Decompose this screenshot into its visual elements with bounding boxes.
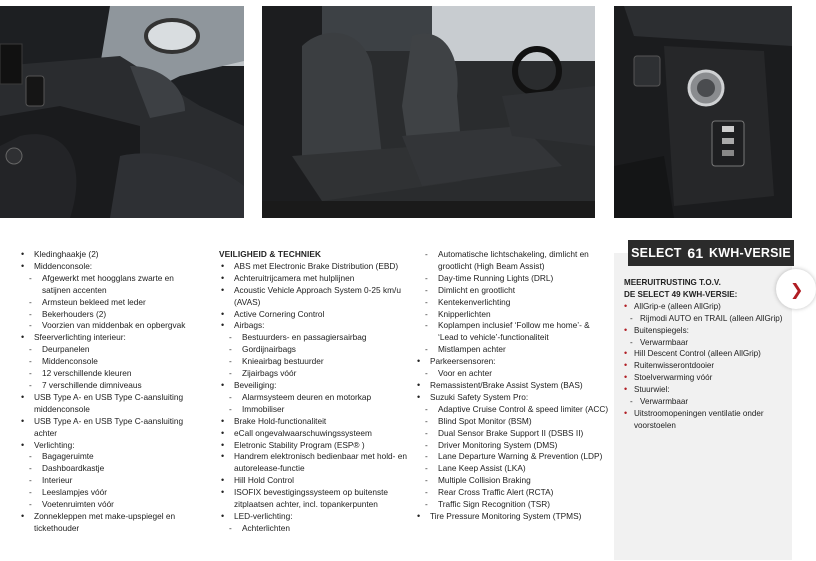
list-item: • Zonnekleppen met make-upspiegel en tickethouder xyxy=(19,511,204,535)
next-page-button[interactable] xyxy=(776,269,816,309)
list-item: • Tire Pressure Monitoring System (TPMS) xyxy=(415,511,610,523)
sub-list-item: - Verwarmbaar xyxy=(624,337,792,349)
list-item: • ISOFIX bevestigingssysteem op buitenste zitplaatsen achter, incl. topankerpunten xyxy=(219,487,409,511)
list-item: • Beveiliging: xyxy=(219,380,409,392)
sub-list-item: - Verwarmbaar xyxy=(624,396,792,408)
sub-list-item: - Alarmsysteem deuren en motorkap xyxy=(219,392,409,404)
sub-list-item: - Bekerhouders (2) xyxy=(19,309,204,321)
center-console-photo xyxy=(614,6,792,218)
extra-equipment-subheading: DE SELECT 49 KWH-VERSIE: xyxy=(624,289,738,299)
sub-list-item: - Dimlicht en grootlicht xyxy=(415,285,610,297)
sub-list-item: - Kentekenverlichting xyxy=(415,297,610,309)
list-item: • Suzuki Safety System Pro: xyxy=(415,392,610,404)
sub-list-item: - Interieur xyxy=(19,475,204,487)
section-heading: VEILIGHEID & TECHNIEK xyxy=(219,249,322,259)
sub-list-item: - Gordijnairbags xyxy=(219,344,409,356)
sub-list-item: - Driver Monitoring System (DMS) xyxy=(415,440,610,452)
sub-list-item: - Automatische lichtschakeling, dimlicht en grootlicht (High Beam Assist) xyxy=(415,249,610,273)
sub-list-item: - Traffic Sign Recognition (TSR) xyxy=(415,499,610,511)
banner-version: KWH-VERSIE xyxy=(709,246,791,260)
sub-list-item: - Adaptive Cruise Control & speed limiter (ACC) xyxy=(415,404,610,416)
sub-list-item: - Bagageruimte xyxy=(19,451,204,463)
list-item: • Stoelverwarming vóór xyxy=(624,372,792,384)
sub-list-item: - Afgewerkt met hoogglans zwarte en satijnen accenten xyxy=(19,273,204,297)
dashboard-photo xyxy=(0,6,244,218)
list-item: • Hill Hold Control xyxy=(219,475,409,487)
sub-list-item: - Dual Sensor Brake Support II (DSBS II) xyxy=(415,428,610,440)
list-item: • Ruitenwisserontdooier xyxy=(624,360,792,372)
list-item: • Achteruitrijcamera met hulplijnen xyxy=(219,273,409,285)
interior-side-photo xyxy=(262,6,595,218)
list-item: • USB Type A- en USB Type C-aansluiting middenconsole xyxy=(19,392,204,416)
list-item: • Brake Hold-functionaliteit xyxy=(219,416,409,428)
banner-kwh: 61 xyxy=(687,245,704,261)
sub-list-item: - Middenconsole xyxy=(19,356,204,368)
select-extra-equipment xyxy=(624,277,792,432)
list-item: • Eletronic Stability Program (ESP® ) xyxy=(219,440,409,452)
sub-list-item: - Rear Cross Traffic Alert (RCTA) xyxy=(415,487,610,499)
list-item: • Active Cornering Control xyxy=(219,309,409,321)
list-item: • Stuurwiel: xyxy=(624,384,792,396)
list-item: • Acoustic Vehicle Approach System 0-25 km/u (AVAS) xyxy=(219,285,409,309)
sub-list-item: - Blind Spot Monitor (BSM) xyxy=(415,416,610,428)
list-item: • Sfeerverlichting interieur: xyxy=(19,332,204,344)
sub-list-item: - Immobiliser xyxy=(219,404,409,416)
banner-label: SELECT xyxy=(631,246,682,260)
equipment-column-interior xyxy=(19,249,204,535)
list-item: • Airbags: xyxy=(219,320,409,332)
sub-list-item: - Lane Departure Warning & Prevention (LDP) xyxy=(415,451,610,463)
list-item: • eCall ongevalwaarschuwingssysteem xyxy=(219,428,409,440)
sub-list-item: - Rijmodi AUTO en TRAIL (alleen AllGrip) xyxy=(624,313,792,325)
list-item: • LED-verlichting: xyxy=(219,511,409,523)
list-item: • USB Type A- en USB Type C-aansluiting achter xyxy=(19,416,204,440)
select-version-banner xyxy=(628,240,794,266)
list-item: • Buitenspiegels: xyxy=(624,325,792,337)
sub-list-item: - Voetenruimten vóór xyxy=(19,499,204,511)
list-item: • Middenconsole: xyxy=(19,261,204,273)
sub-list-item: - Zijairbags vóór xyxy=(219,368,409,380)
sub-list-item: - Multiple Collision Braking xyxy=(415,475,610,487)
sub-list-item: - Voor en achter xyxy=(415,368,610,380)
sub-list-item: - Lane Keep Assist (LKA) xyxy=(415,463,610,475)
list-item: • ABS met Electronic Brake Distribution (EBD) xyxy=(219,261,409,273)
sub-list-item: - Knipperlichten xyxy=(415,309,610,321)
sub-list-item: - Achterlichten xyxy=(219,523,409,535)
list-item: • Handrem elektronisch bedienbaar met hold- en autorelease-functie xyxy=(219,451,409,475)
list-item: • Parkeersensoren: xyxy=(415,356,610,368)
list-item: • Kledinghaakje (2) xyxy=(19,249,204,261)
list-item: • AllGrip-e (alleen AllGrip) xyxy=(624,301,792,313)
sub-list-item: - 12 verschillende kleuren xyxy=(19,368,204,380)
extra-equipment-heading: MEERUITRUSTING T.O.V. xyxy=(624,278,721,287)
sub-list-item: - Voorzien van middenbak en opbergvak xyxy=(19,320,204,332)
sub-list-item: - Day-time Running Lights (DRL) xyxy=(415,273,610,285)
sub-list-item: - Armsteun bekleed met leder xyxy=(19,297,204,309)
sub-list-item: - Bestuurders- en passagiersairbag xyxy=(219,332,409,344)
sub-list-item: - Dashboardkastje xyxy=(19,463,204,475)
equipment-column-safety xyxy=(219,249,409,535)
equipment-column-safety-cont xyxy=(415,249,610,523)
sub-list-item: - Koplampen inclusief ‘Follow me home’- & ‘Lead to vehicle’-functionaliteit xyxy=(415,320,610,344)
sub-list-item: - 7 verschillende dimniveaus xyxy=(19,380,204,392)
list-item: • Remassistent/Brake Assist System (BAS) xyxy=(415,380,610,392)
list-item: • Hill Descent Control (alleen AllGrip) xyxy=(624,348,792,360)
list-item: • Verlichting: xyxy=(19,440,204,452)
sub-list-item: - Deurpanelen xyxy=(19,344,204,356)
list-item: • Uitstroomopeningen ventilatie onder voorstoelen xyxy=(624,408,792,432)
sub-list-item: - Leeslampjes vóór xyxy=(19,487,204,499)
sub-list-item: - Knieairbag bestuurder xyxy=(219,356,409,368)
chevron-right-icon: ❯ xyxy=(790,280,804,299)
sub-list-item: - Mistlampen achter xyxy=(415,344,610,356)
